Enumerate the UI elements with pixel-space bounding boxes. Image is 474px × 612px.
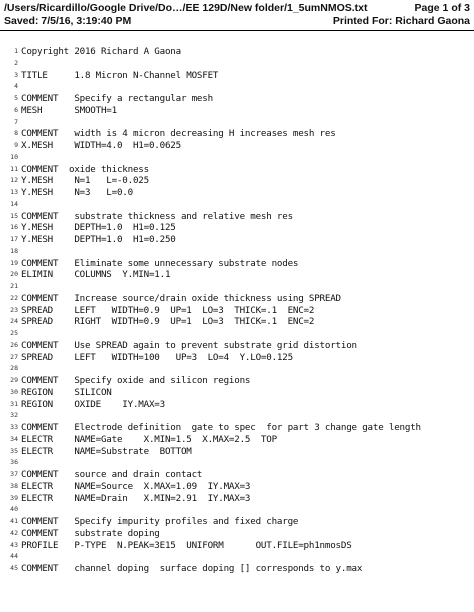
printed-for: Printed For: Richard Gaona: [332, 15, 470, 27]
code-line: [0, 199, 474, 211]
line-number: 11: [10, 164, 18, 173]
code-line: [0, 410, 474, 422]
code-line: [0, 551, 474, 563]
code-line: [0, 258, 474, 270]
code-line: [0, 340, 474, 352]
code-line: [0, 269, 474, 281]
line-number: 44: [10, 552, 18, 561]
line-text: Y.MESH DEPTH=1.0 H1=0.250: [21, 234, 176, 245]
line-text: PROFILE P-TYPE N.PEAK=3E15 UNIFORM OUT.FILE=ph1nmosDS: [21, 539, 352, 551]
line-number: 33: [10, 423, 18, 431]
line-number: 20: [10, 270, 18, 279]
line-number: 23: [10, 305, 18, 314]
line-text: ELECTR NAME=Substrate BOTTOM: [21, 445, 192, 457]
line-number: 24: [10, 317, 18, 326]
line-text: COMMENT Specify a rectangular mesh: [21, 93, 213, 104]
code-line: [0, 504, 474, 516]
line-text: COMMENT Increase source/drain oxide thickness using SPREAD: [21, 292, 341, 304]
line-text: SPREAD RIGHT WIDTH=0.9 UP=1 LO=3 THICK=.1 ENC=2: [21, 316, 315, 328]
code-line: [0, 469, 474, 481]
line-text: COMMENT substrate thickness and relative mesh res: [21, 210, 293, 222]
line-number: 3: [14, 70, 18, 79]
line-text: COMMENT Electrode definition gate to spec for part 3 change gate length: [21, 422, 421, 433]
code-line: [0, 140, 474, 152]
saved-timestamp: Saved: 7/5/16, 3:19:40 PM: [4, 15, 132, 27]
line-number: 5: [14, 94, 18, 102]
code-line: [0, 187, 474, 199]
line-number: 13: [10, 188, 18, 196]
code-line: [0, 234, 474, 246]
line-text: COMMENT substrate doping: [21, 527, 160, 539]
line-text: COMMENT oxide thickness: [21, 163, 149, 175]
line-number: 21: [10, 282, 18, 290]
line-text: SPREAD LEFT WIDTH=100 UP=3 LO=4 Y.LO=0.125: [21, 351, 293, 363]
code-line: [0, 422, 474, 434]
print-header: [4, 2, 470, 28]
line-number: 14: [10, 199, 18, 208]
code-line: [0, 105, 474, 117]
line-number: 28: [10, 364, 18, 373]
line-text: Y.MESH N=3 L=0.0: [21, 187, 133, 198]
line-text: MESH SMOOTH=1: [21, 104, 117, 116]
code-line: [0, 481, 474, 493]
code-listing: [0, 46, 474, 575]
line-number: 8: [14, 129, 18, 138]
code-line: [0, 175, 474, 187]
code-line: [0, 246, 474, 258]
code-line: [0, 81, 474, 93]
line-text: REGION OXIDE IY.MAX=3: [21, 398, 165, 410]
line-text: X.MESH WIDTH=4.0 H1=0.0625: [21, 140, 181, 151]
line-text: ELECTR NAME=Drain X.MIN=2.91 IY.MAX=3: [21, 492, 251, 504]
header-row-top: [4, 2, 470, 15]
line-number: 7: [14, 117, 18, 126]
code-line: [0, 493, 474, 505]
line-number: 18: [10, 246, 18, 255]
code-line: [0, 387, 474, 399]
line-number: 9: [14, 141, 18, 149]
line-number: 34: [10, 434, 18, 443]
line-text: Copyright 2016 Richard A Gaona: [21, 46, 181, 57]
line-number: 35: [10, 446, 18, 455]
code-line: [0, 328, 474, 340]
line-number: 4: [14, 82, 18, 91]
code-line: [0, 434, 474, 446]
line-text: Y.MESH DEPTH=1.0 H1=0.125: [21, 222, 176, 234]
line-number: 38: [10, 481, 18, 490]
code-line: [0, 128, 474, 140]
line-text: COMMENT Specify impurity profiles and fixed charge: [21, 516, 299, 527]
code-line: [0, 352, 474, 364]
code-line: [0, 164, 474, 176]
line-number: 25: [10, 329, 18, 337]
line-text: SPREAD LEFT WIDTH=0.9 UP=1 LO=3 THICK=.1 ENC=2: [21, 304, 315, 316]
header-divider: [0, 30, 474, 31]
line-number: 32: [10, 411, 18, 420]
code-line: [0, 70, 474, 82]
line-number: 6: [14, 105, 18, 114]
line-text: COMMENT Use SPREAD again to prevent substrate grid distortion: [21, 339, 357, 351]
line-number: 30: [10, 387, 18, 396]
line-number: 36: [10, 458, 18, 467]
file-path: /Users/Ricardillo/Google Drive/Do…/EE 129D/New folder/1_5umNMOS.txt: [4, 2, 368, 14]
line-number: 16: [10, 223, 18, 232]
line-number: 12: [10, 176, 18, 185]
line-number: 43: [10, 540, 18, 549]
line-text: COMMENT channel doping surface doping [] corresponds to y.max: [21, 563, 363, 574]
code-line: [0, 446, 474, 458]
code-line: [0, 281, 474, 293]
code-line: [0, 516, 474, 528]
line-number: 40: [10, 505, 18, 514]
line-text: COMMENT Specify oxide and silicon regions: [21, 375, 251, 386]
line-text: COMMENT source and drain contact: [21, 469, 203, 480]
line-number: 1: [14, 47, 18, 55]
line-number: 10: [10, 152, 18, 161]
code-line: [0, 363, 474, 375]
line-number: 2: [14, 58, 18, 67]
line-number: 26: [10, 340, 18, 349]
code-line: [0, 399, 474, 411]
line-number: 19: [10, 258, 18, 267]
line-number: 42: [10, 528, 18, 537]
line-number: 31: [10, 399, 18, 408]
line-text: TITLE 1.8 Micron N-Channel MOSFET: [21, 69, 219, 81]
line-text: ELECTR NAME=Gate X.MIN=1.5 X.MAX=2.5 TOP: [21, 433, 277, 445]
line-text: ELECTR NAME=Source X.MAX=1.09 IY.MAX=3: [21, 480, 251, 492]
code-line: [0, 222, 474, 234]
code-line: [0, 152, 474, 164]
line-text: Y.MESH N=1 L=-0.025: [21, 175, 149, 187]
line-text: COMMENT width is 4 micron decreasing H increases mesh res: [21, 128, 336, 140]
page-indicator: Page 1 of 3: [414, 2, 470, 14]
code-line: [0, 375, 474, 387]
line-number: 41: [10, 517, 18, 525]
line-number: 17: [10, 235, 18, 243]
code-line: [0, 58, 474, 70]
line-number: 29: [10, 376, 18, 384]
line-text: REGION SILICON: [21, 386, 112, 398]
line-number: 45: [10, 564, 18, 572]
code-line: [0, 305, 474, 317]
line-number: 27: [10, 352, 18, 361]
code-line: [0, 563, 474, 575]
code-line: [0, 46, 474, 58]
code-line: [0, 211, 474, 223]
code-line: [0, 528, 474, 540]
line-number: 39: [10, 493, 18, 502]
line-text: ELIMIN COLUMNS Y.MIN=1.1: [21, 269, 171, 281]
line-text: COMMENT Eliminate some unnecessary substrate nodes: [21, 257, 299, 269]
code-line: [0, 93, 474, 105]
line-number: 22: [10, 293, 18, 302]
line-number: 15: [10, 211, 18, 220]
header-row-bottom: [4, 15, 470, 28]
code-line: [0, 316, 474, 328]
code-line: [0, 457, 474, 469]
code-line: [0, 540, 474, 552]
line-number: 37: [10, 470, 18, 478]
code-line: [0, 293, 474, 305]
code-line: [0, 117, 474, 129]
